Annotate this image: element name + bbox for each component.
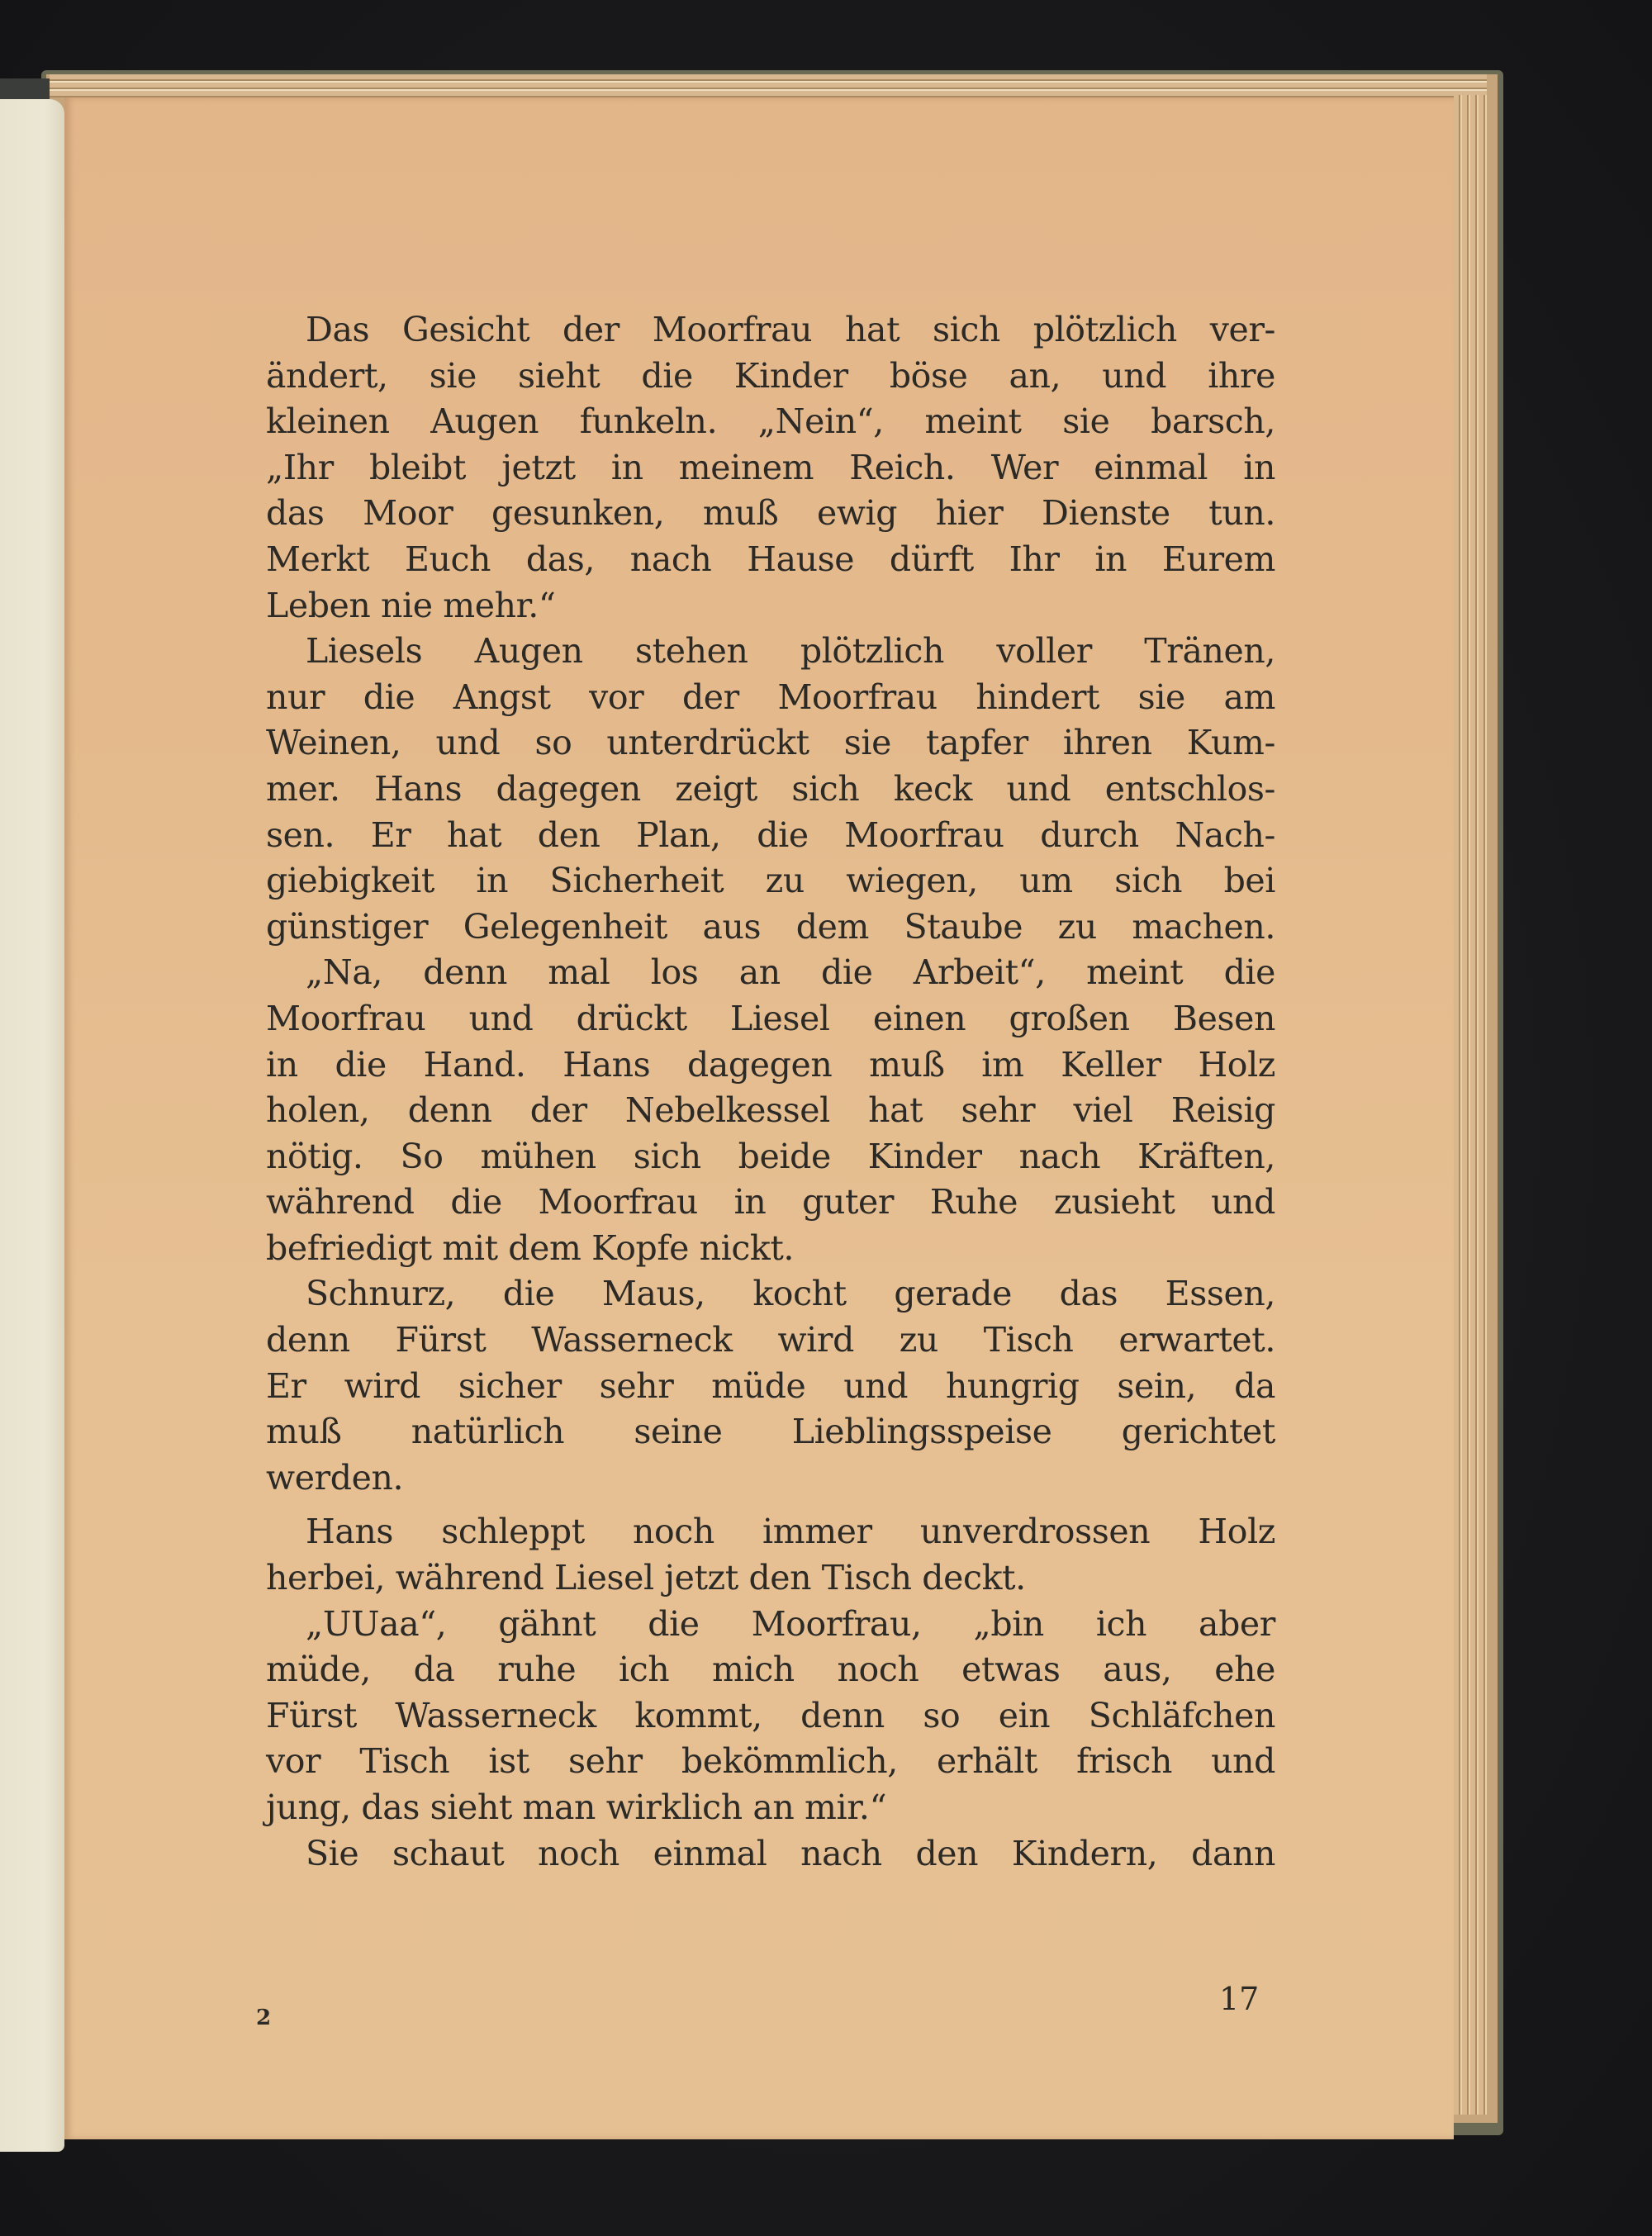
text-line: holen, denn der Nebelkessel hat sehr viel Reisig [266, 1090, 1275, 1131]
text-line: günstiger Gelegenheit aus dem Staube zu machen. [266, 906, 1275, 947]
signature-mark: 2 [256, 2006, 272, 2030]
text-line: herbei, während Liesel jetzt den Tisch deckt. [266, 1558, 1026, 1598]
paragraph [266, 1831, 1275, 1878]
paragraph [266, 1602, 1275, 1831]
text-line: Er wird sicher sehr müde und hungrig sein, da [266, 1365, 1275, 1406]
page-edges-top [50, 74, 1487, 97]
text-line: „Na, denn mal los an die Arbeit“, meint die [306, 952, 1275, 993]
text-line: werden. [266, 1457, 404, 1498]
text-line: befriedigt mit dem Kopfe nickt. [266, 1227, 795, 1268]
text-line: giebigkeit in Sicherheit zu wiegen, um sich bei [266, 861, 1275, 901]
text-line: Fürst Wasserneck kommt, denn so ein Schläfchen [266, 1695, 1275, 1735]
page-number: 17 [1219, 1981, 1260, 2017]
text-line: Moorfrau und drückt Liesel einen großen Besen [266, 998, 1275, 1038]
text-line: Weinen, und so unterdrückt sie tapfer ihren Kum- [266, 723, 1275, 763]
text-line: „UUaa“, gähnt die Moorfrau, „bin ich aber [306, 1603, 1275, 1644]
text-line: ändert, sie sieht die Kinder böse an, und ihre [266, 355, 1275, 396]
text-line: Merkt Euch das, nach Hause dürft Ihr in Eurem [266, 539, 1275, 579]
paragraph [266, 1271, 1275, 1501]
text-line: nur die Angst vor der Moorfrau hindert sie am [266, 676, 1275, 717]
text-line: muß natürlich seine Lieblingsspeise gerichtet [266, 1412, 1275, 1452]
text-line: Leben nie mehr.“ [266, 585, 556, 625]
paragraph-spacer [266, 1501, 1275, 1509]
text-line: das Moor gesunken, muß ewig hier Dienste tun. [266, 493, 1275, 534]
paragraph [266, 307, 1275, 629]
text-line: Hans schleppt noch immer unverdrossen Holz [306, 1512, 1275, 1552]
text-line: jung, das sieht man wirklich an mir.“ [266, 1787, 887, 1827]
page-edges-right [1454, 95, 1487, 2115]
text-line: mer. Hans dagegen zeigt sich keck und entschlos- [266, 768, 1275, 809]
paragraph [266, 1509, 1275, 1601]
text-line: Sie schaut noch einmal nach den Kindern, dann [306, 1833, 1275, 1873]
text-line: denn Fürst Wasserneck wird zu Tisch erwartet. [266, 1320, 1275, 1360]
text-line: müde, da ruhe ich mich noch etwas aus, ehe [266, 1650, 1275, 1690]
text-line: nötig. So mühen sich beide Kinder nach Kräften, [266, 1136, 1275, 1176]
text-line: Liesels Augen stehen plötzlich voller Tränen, [306, 631, 1275, 672]
paragraph [266, 629, 1275, 950]
paragraph [266, 950, 1275, 1271]
text-line: während die Moorfrau in guter Ruhe zusieht und [266, 1182, 1275, 1222]
text-line: kleinen Augen funkeln. „Nein“, meint sie barsch, [266, 401, 1275, 442]
text-line: in die Hand. Hans dagegen muß im Keller Holz [266, 1044, 1275, 1085]
body-text [266, 307, 1275, 1877]
spine-binding [0, 78, 50, 102]
text-line: vor Tisch ist sehr bekömmlich, erhält frisch und [266, 1741, 1275, 1782]
text-line: „Ihr bleibt jetzt in meinem Reich. Wer einmal in [266, 447, 1275, 487]
text-line: Schnurz, die Maus, kocht gerade das Essen, [306, 1274, 1275, 1314]
facing-page-strip [0, 99, 64, 2152]
text-line: Das Gesicht der Moorfrau hat sich plötzlich ver- [306, 310, 1275, 349]
text-line: sen. Er hat den Plan, die Moorfrau durch Nach- [266, 814, 1275, 855]
